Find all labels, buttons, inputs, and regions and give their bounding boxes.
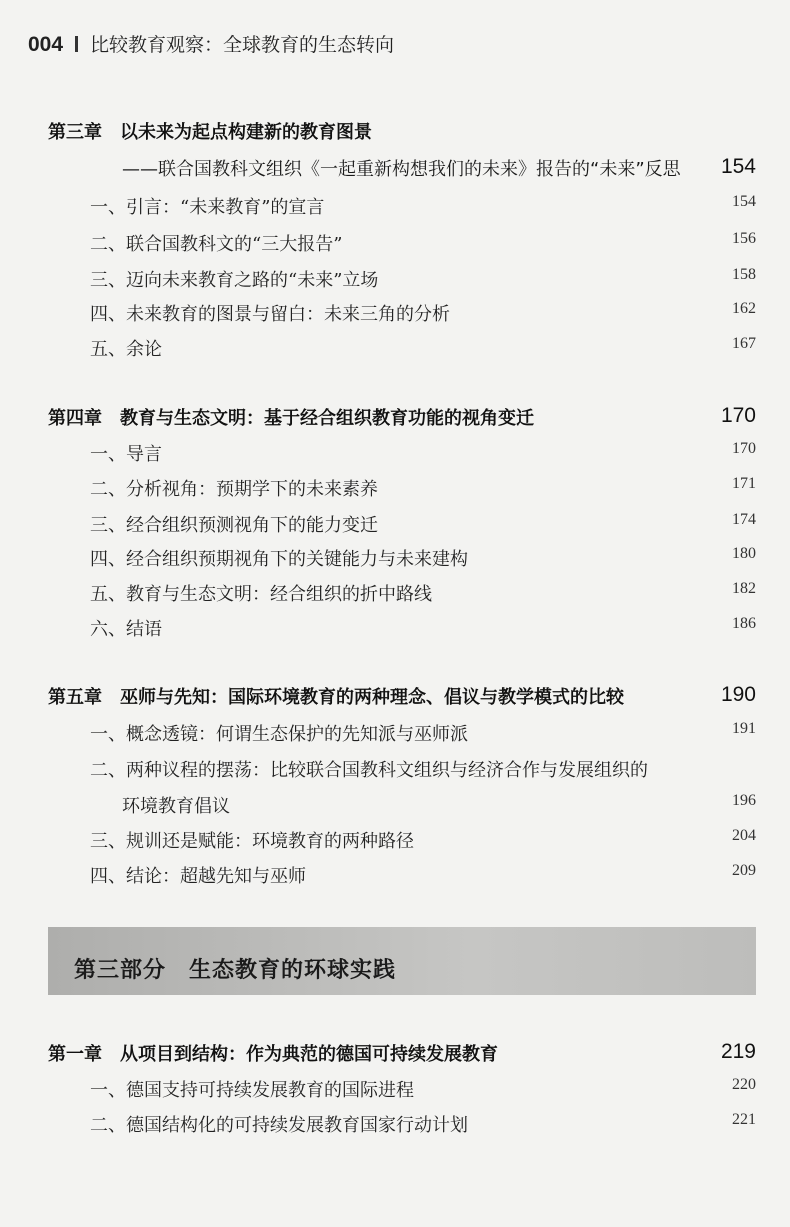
entry-label: 四、结论：超越先知与巫师	[90, 866, 306, 887]
entry-label: 三、迈向未来教育之路的“未来”立场	[90, 270, 379, 291]
entry-label: 六、结语	[90, 619, 162, 640]
toc-entry[interactable]	[0, 1111, 790, 1143]
entry-page-number: 158	[732, 266, 756, 283]
running-header	[28, 30, 394, 57]
chapter-title: 第三章 以未来为起点构建新的教育图景	[48, 122, 372, 143]
chapter-page-number: 219	[720, 1040, 756, 1063]
toc-entry[interactable]	[0, 862, 790, 894]
toc-entry[interactable]	[0, 511, 790, 543]
entry-label: 一、导言	[90, 444, 162, 465]
chapter-page-number: 154	[720, 155, 756, 178]
chapter-title: 第一章 从项目到结构：作为典范的德国可持续发展教育	[48, 1044, 498, 1065]
entry-label: 一、引言：“未来教育”的宣言	[90, 197, 325, 218]
chapter-title: 第四章 教育与生态文明：基于经合组织教育功能的视角变迁	[48, 408, 534, 429]
toc-entry[interactable]	[0, 827, 790, 859]
entry-label: 三、规训还是赋能：环境教育的两种路径	[90, 831, 414, 852]
toc-entry[interactable]	[0, 300, 790, 332]
header-book-title: 比较教育观察：全球教育的生态转向	[90, 34, 395, 56]
entry-label: 三、经合组织预测视角下的能力变迁	[90, 515, 378, 536]
entry-page-number: 221	[732, 1111, 756, 1128]
entry-page-number: 180	[732, 545, 756, 562]
toc-entry[interactable]	[0, 580, 790, 612]
entry-label: 二、联合国教科文的“三大报告”	[90, 234, 343, 255]
toc-entry[interactable]	[0, 1076, 790, 1108]
toc-entry[interactable]	[0, 545, 790, 577]
entry-label: 四、经合组织预期视角下的关键能力与未来建构	[90, 549, 468, 570]
entry-page-number: 204	[732, 827, 756, 844]
entry-page-number: 154	[732, 193, 756, 210]
entry-page-number: 220	[732, 1076, 756, 1093]
chapter-title: 第五章 巫师与先知：国际环境教育的两种理念、倡议与教学模式的比较	[48, 687, 624, 708]
entry-page-number: 174	[732, 511, 756, 528]
entry-label: 二、德国结构化的可持续发展教育国家行动计划	[90, 1115, 468, 1136]
entry-label: 二、分析视角：预期学下的未来素养	[90, 479, 378, 500]
toc-entry[interactable]	[0, 615, 790, 647]
entry-page-number: 156	[732, 230, 756, 247]
toc-entry[interactable]	[0, 193, 790, 225]
header-page-number: 004	[28, 33, 64, 56]
entry-page-number: 196	[732, 792, 756, 809]
toc-entry[interactable]	[0, 475, 790, 507]
header-divider	[75, 36, 78, 52]
toc-chapter-5[interactable]	[0, 683, 790, 715]
toc-part3-chapter-1[interactable]	[0, 1040, 790, 1072]
entry-page-number: 170	[732, 440, 756, 457]
entry-page-number: 209	[732, 862, 756, 879]
toc-entry[interactable]	[0, 756, 790, 788]
entry-page-number: 171	[732, 475, 756, 492]
toc-entry[interactable]	[0, 440, 790, 472]
entry-label: 一、概念透镜：何谓生态保护的先知派与巫师派	[90, 724, 468, 745]
part-title[interactable]: 第三部分 生态教育的环球实践	[74, 958, 397, 983]
chapter-page-number: 190	[720, 683, 756, 706]
toc-entry[interactable]	[0, 720, 790, 752]
chapter-subtitle: ——联合国教科文组织《一起重新构想我们的未来》报告的“未来”反思	[122, 159, 681, 180]
entry-label: 五、教育与生态文明：经合组织的折中路线	[90, 584, 432, 605]
entry-label: 二、两种议程的摆荡：比较联合国教科文组织与经济合作与发展组织的	[90, 760, 648, 781]
entry-page-number: 186	[732, 615, 756, 632]
toc-entry-continued[interactable]	[0, 792, 790, 824]
entry-label: 一、德国支持可持续发展教育的国际进程	[90, 1080, 414, 1101]
entry-page-number: 182	[732, 580, 756, 597]
entry-label: 环境教育倡议	[122, 796, 230, 817]
entry-label: 四、未来教育的图景与留白：未来三角的分析	[90, 304, 450, 325]
entry-page-number: 167	[732, 335, 756, 352]
toc-entry[interactable]	[0, 230, 790, 262]
entry-page-number: 191	[732, 720, 756, 737]
entry-label: 五、余论	[90, 339, 162, 360]
toc-entry[interactable]	[0, 335, 790, 367]
toc-chapter-3[interactable]	[0, 118, 790, 150]
toc-entry[interactable]	[0, 266, 790, 298]
entry-page-number: 162	[732, 300, 756, 317]
toc-chapter-4[interactable]	[0, 404, 790, 436]
chapter-page-number: 170	[720, 404, 756, 427]
toc-chapter-3-subtitle[interactable]	[0, 155, 790, 187]
